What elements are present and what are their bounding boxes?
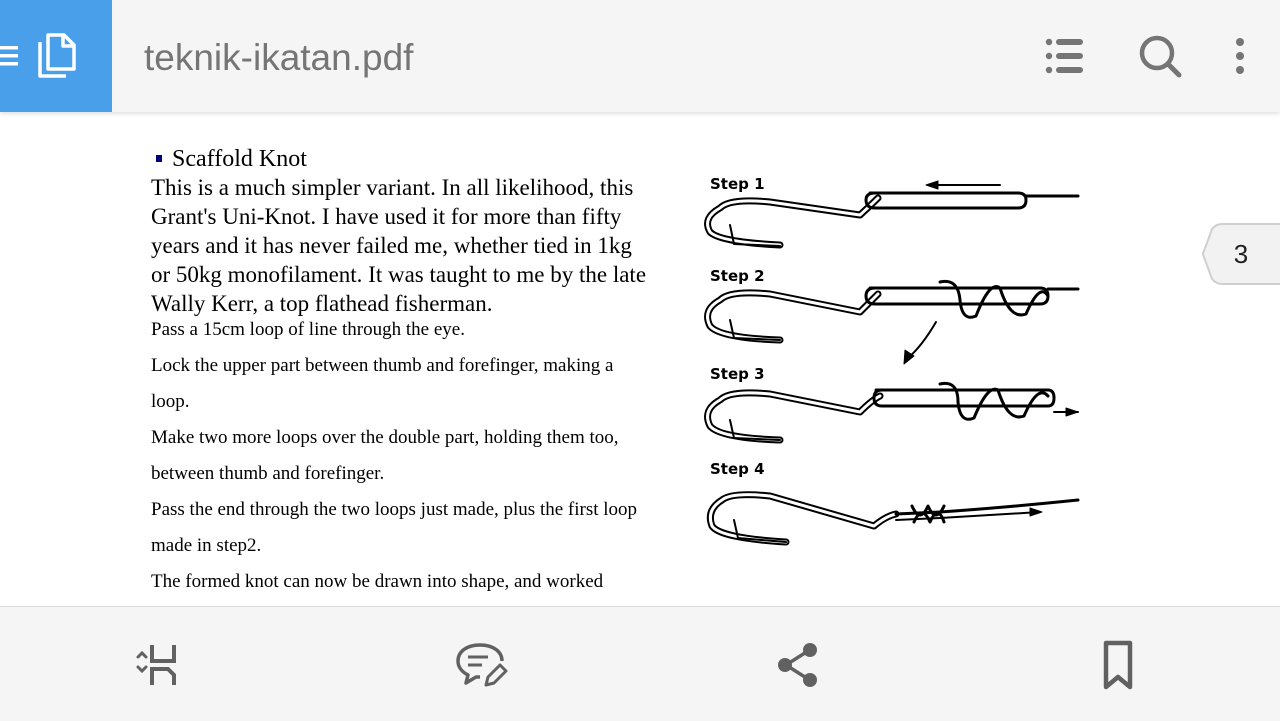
search-button[interactable] bbox=[1132, 28, 1188, 84]
page-indicator[interactable] bbox=[1202, 223, 1280, 285]
page-fit-button[interactable] bbox=[128, 635, 188, 695]
hamburger-icon[interactable] bbox=[0, 44, 20, 68]
copy-document-icon bbox=[36, 32, 78, 80]
intro-line: or 50kg monofilament. It was taught to me by the late bbox=[151, 262, 647, 287]
share-icon bbox=[768, 635, 828, 695]
step-line: made in step2. bbox=[151, 535, 262, 556]
figure-step-label: Step 1 bbox=[710, 175, 765, 193]
bottom-toolbar bbox=[0, 606, 1280, 721]
bookmark-button[interactable] bbox=[1088, 635, 1148, 695]
heading-text: Scaffold Knot bbox=[172, 146, 307, 172]
step-line: loop. bbox=[151, 391, 190, 412]
figure-step-label: Step 3 bbox=[710, 365, 765, 383]
knot-diagram bbox=[700, 170, 1090, 560]
comment-button[interactable] bbox=[450, 635, 510, 695]
more-options-button[interactable] bbox=[1212, 28, 1268, 84]
search-icon bbox=[1132, 28, 1188, 84]
step-line: Pass a 15cm loop of line through the eye. bbox=[151, 319, 465, 340]
figure-step-label: Step 2 bbox=[710, 267, 765, 285]
more-vertical-icon bbox=[1212, 28, 1268, 84]
page-fit-icon bbox=[128, 635, 188, 695]
page-number: 3 bbox=[1233, 239, 1249, 269]
intro-line: Wally Kerr, a top flathead fisherman. bbox=[151, 291, 493, 316]
step-4-drawing bbox=[710, 495, 1078, 542]
step-line: The formed knot can now be drawn into shape, and worked bbox=[151, 571, 604, 592]
step-line: Pass the end through the two loops just made, plus the first loop bbox=[151, 499, 638, 520]
document-tile[interactable] bbox=[0, 0, 112, 112]
section-heading bbox=[151, 145, 307, 173]
step-line: Make two more loops over the double part, holding them too, bbox=[151, 427, 619, 448]
document-title: teknik-ikatan.pdf bbox=[144, 37, 414, 78]
comment-edit-icon bbox=[450, 635, 510, 695]
step-line: between thumb and forefinger. bbox=[151, 463, 385, 484]
intro-paragraph bbox=[151, 173, 711, 318]
step-line: Lock the upper part between thumb and forefinger, making a bbox=[151, 355, 614, 376]
intro-line: This is a much simpler variant. In all likelihood, this bbox=[151, 175, 634, 200]
step-2-drawing bbox=[708, 281, 1078, 364]
intro-line: Grant's Uni-Knot. I have used it for more than fifty bbox=[151, 204, 622, 229]
share-button[interactable] bbox=[768, 635, 828, 695]
outline-button[interactable] bbox=[1037, 28, 1093, 84]
outline-list-icon bbox=[1037, 28, 1093, 84]
instruction-paragraph bbox=[151, 317, 711, 600]
pdf-page[interactable] bbox=[0, 112, 1280, 606]
top-app-bar bbox=[0, 0, 1280, 112]
step-3-drawing bbox=[708, 383, 1078, 440]
figure-step-label: Step 4 bbox=[710, 460, 765, 478]
bullet-marker bbox=[156, 155, 162, 162]
intro-line: years and it has never failed me, whether tied in 1kg bbox=[151, 233, 632, 258]
bookmark-icon bbox=[1088, 635, 1148, 695]
